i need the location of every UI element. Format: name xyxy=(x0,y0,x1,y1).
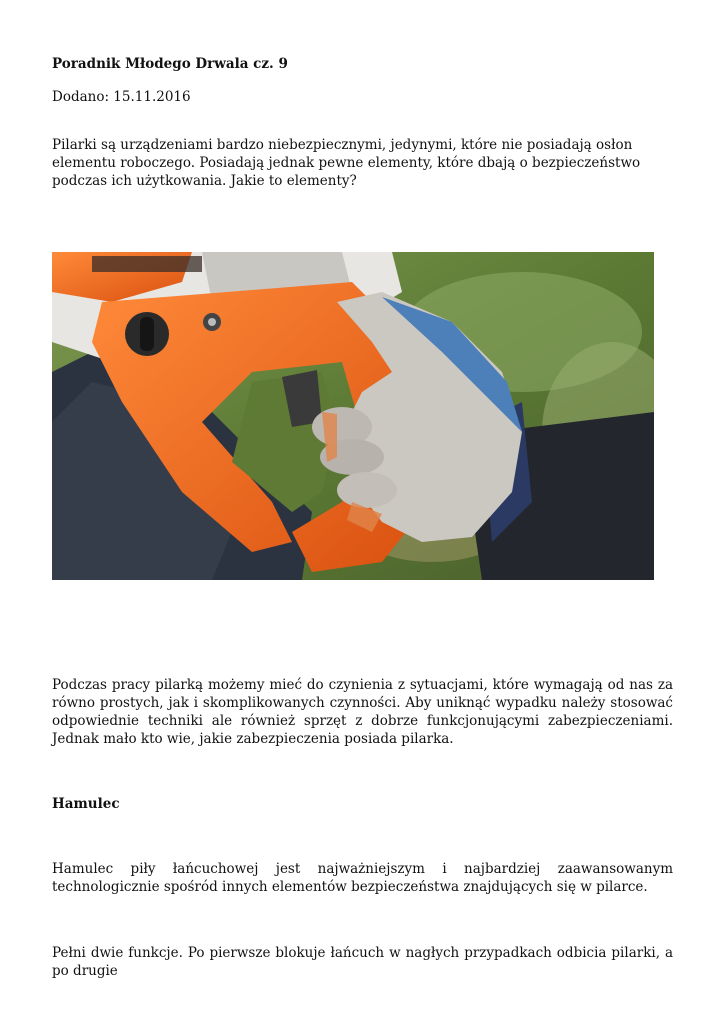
article-title: Poradnik Młodego Drwala cz. 9 xyxy=(52,56,288,72)
intro-paragraph: Pilarki są urządzeniami bardzo niebezpiecznymi, jedynymi, które nie posiadają osłon elementu roboczego. Posiadają jednak pewne elementy, które dbają o bezpieczeństwo podczas ich użytkowania. Jakie to elementy? xyxy=(52,137,641,189)
section-heading-hamulec: Hamulec xyxy=(52,796,120,812)
body-paragraph: Pełni dwie funkcje. Po pierwsze blokuje łańcuch w nagłych przypadkach odbicia pilarki, a po drugie xyxy=(52,945,673,979)
publish-date: Dodano: 15.11.2016 xyxy=(52,89,191,105)
chainsaw-photo xyxy=(52,252,654,580)
body-paragraph: Podczas pracy pilarką możemy mieć do czynienia z sytuacjami, które wymagają od nas za równo prostych, jak i skomplikowanych czynności. Aby uniknąć wypadku należy stosować odpowiednie techniki ale również sprzęt z dobrze funkcjonującymi zabezpieczeniami. Jednak mało kto wie, jakie zabezpieczenia posiada pilarka. xyxy=(52,677,673,747)
body-paragraph: Hamulec piły łańcuchowej jest najważniejszym i najbardziej zaawansowanym technologicznie spośród innych elementów bezpieczeństwa znajdujących się w pilarce. xyxy=(52,861,673,895)
